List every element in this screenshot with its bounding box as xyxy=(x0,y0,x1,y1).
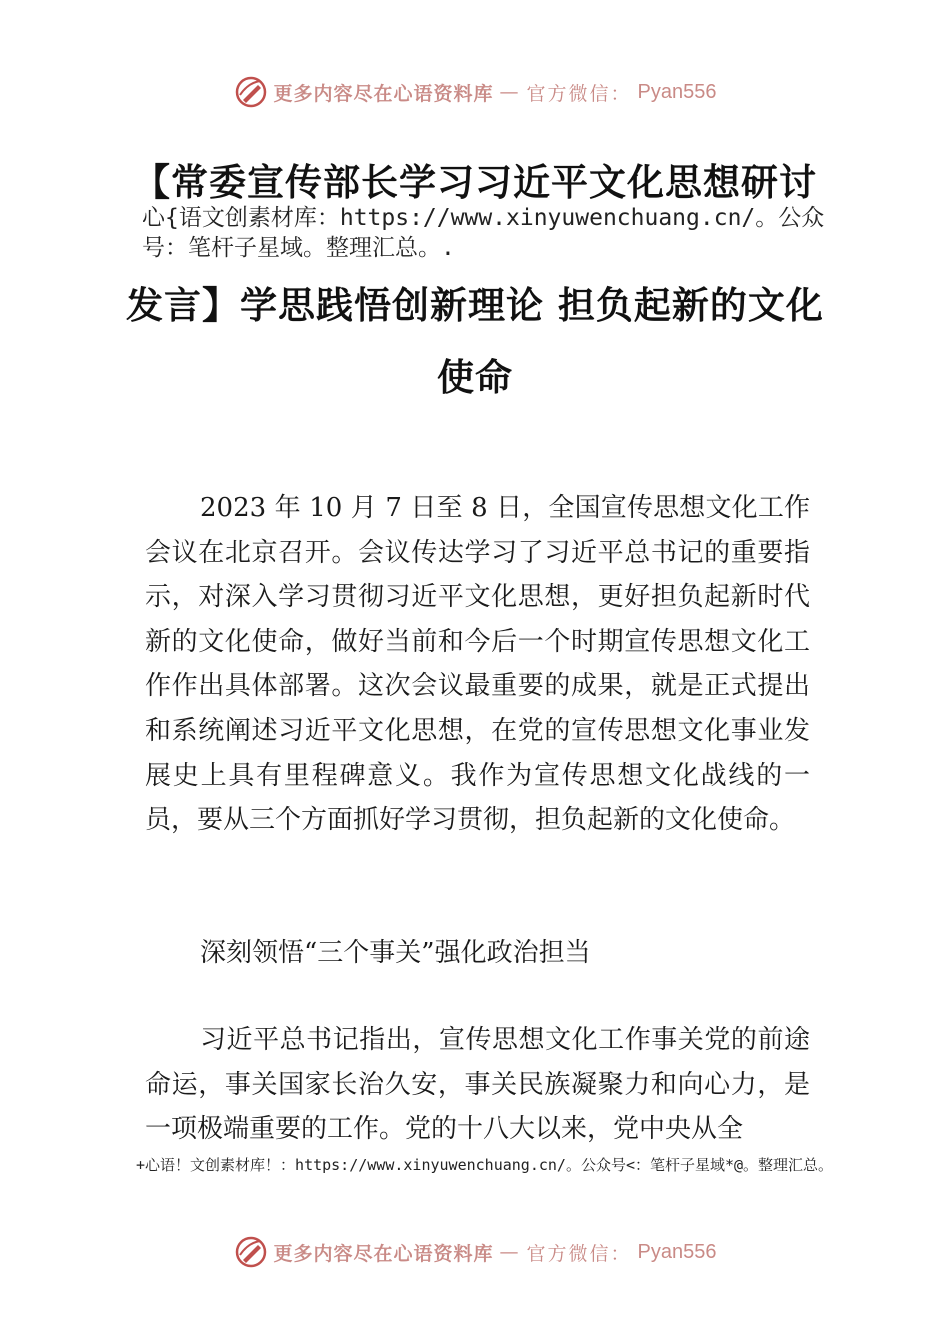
document-title-line3: 使命 xyxy=(437,356,513,399)
bottom-banner xyxy=(0,1232,950,1272)
banner-dash: — xyxy=(499,1241,521,1263)
banner-main-text: 更多内容尽在心语资料库 xyxy=(273,1242,494,1265)
footnote: +心语！文创素材库！：https://www.xinyuwenchuang.cn/。公众号<：笔杆子星域*@。整理汇总。 xyxy=(136,1156,834,1174)
pen-logo-icon xyxy=(234,75,268,109)
banner-wechat-id: Pyan556 xyxy=(637,1240,717,1263)
source-note: 心{语文创素材库：https://www.xinyuwenchuang.cn/。公众号：笔杆子星域。整理汇总。. xyxy=(142,205,825,261)
top-banner xyxy=(0,72,950,112)
banner-dash: — xyxy=(499,81,521,103)
pen-logo-icon xyxy=(234,1235,268,1269)
document-title-line2: 发言】学思践悟创新理论 担负起新的文化 xyxy=(126,284,824,327)
banner-wechat-id: Pyan556 xyxy=(637,80,717,103)
banner-account-label: 官方微信： xyxy=(526,1242,632,1265)
banner-account-label: 官方微信： xyxy=(526,82,632,105)
section-heading: 深刻领悟“三个事关”强化政治担当 xyxy=(200,938,591,968)
banner-main-text: 更多内容尽在心语资料库 xyxy=(273,82,494,105)
document-title-line1: 【常委宣传部长学习习近平文化思想研讨 xyxy=(133,161,817,204)
body-paragraph: 习近平总书记指出，宣传思想文化工作事关党的前途命运，事关国家长治久安，事关民族凝聚力和向心力，是一项极端重要的工作。党的十八大以来，党中央从全 xyxy=(145,1025,810,1145)
body-paragraph: 2023 年 10 月 7 日至 8 日，全国宣传思想文化工作会议在北京召开。会议传达学习了习近平总书记的重要指示，对深入学习贯彻习近平文化思想，更好担负起新时代新的文化使命，做好当前和今后一个时期宣传思想文化工作作出具体部署。这次会议最重要的成果，就是正式提出和系统阐述习近平文化思想，在党的宣传思想文化事业发展史上具有里程碑意义。我作为宣传思想文化战线的一员，要从三个方面抓好学习贯彻，担负起新的文化使命。 xyxy=(145,493,810,836)
